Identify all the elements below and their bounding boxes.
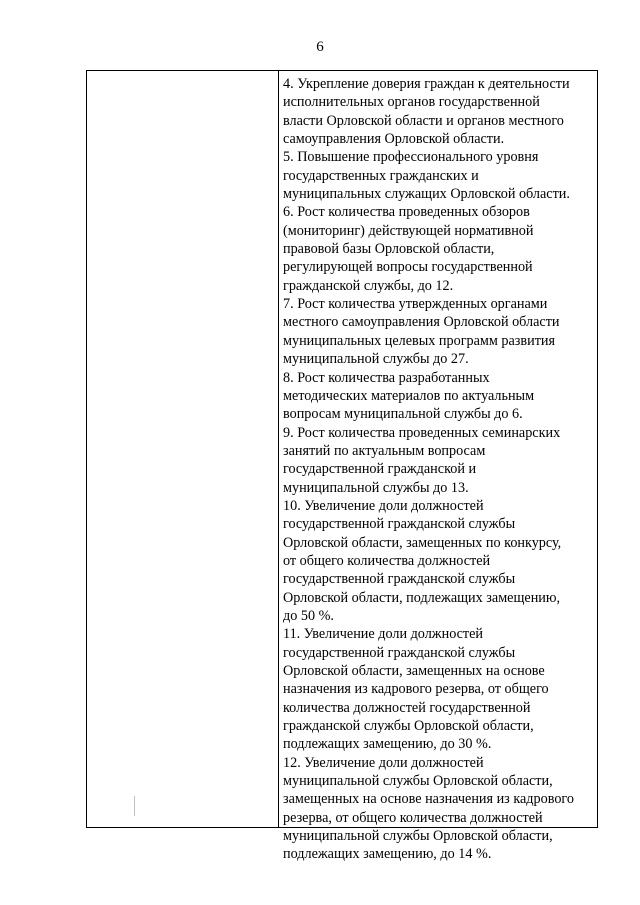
target-item-12: 12. Увеличение доли должностей муниципальной службы Орловской области, замещенных на основе назначения из кадрового резерва, от общего количества должностей муниципальной службы Орловской области, подлежащих замещению, до 14 %. [283,754,574,863]
target-item-8: 8. Рост количества разработанных методических материалов по актуальным вопросам муниципальной службы до 6. [283,369,535,423]
target-item-7: 7. Рост количества утвержденных органами местного самоуправления Орловской области муниципальных целевых программ развития муниципальной службы до 27. [283,296,560,368]
page-number: 6 [316,39,324,55]
target-item-5: 5. Повышение профессионального уровня государственных гражданских и муниципальных служащих Орловской области. [283,149,570,203]
target-item-6: 6. Рост количества проведенных обзоров (мониторинг) действующей нормативной правовой базы Орловской области, регулирующей вопросы государственной гражданской службы, до 12. [283,204,534,294]
target-item-10: 10. Увеличение доли должностей государственной гражданской службы Орловской области, замещенных по конкурсу, от общего количества должностей государственной гражданской службы Орловской области, подлежащих замещению, до 50 %. [283,497,562,624]
table-right-cell [283,75,595,864]
scan-artifact-mark [134,796,135,816]
target-item-11: 11. Увеличение доли должностей государственной гражданской службы Орловской области, замещенных на основе назначения из кадрового резерва, от общего количества должностей государственной гражданской службы Орловской области, подлежащих замещению, до 30 %. [283,626,549,753]
target-item-9: 9. Рост количества проведенных семинарских занятий по актуальным вопросам государственной гражданской и муниципальной службы до 13. [283,424,561,496]
table-left-cell [87,71,279,827]
document-table [86,70,598,863]
target-item-4: 4. Укрепление доверия граждан к деятельности исполнительных органов государственной власти Орловской области и органов местного самоуправления Орловской области. [283,76,570,148]
